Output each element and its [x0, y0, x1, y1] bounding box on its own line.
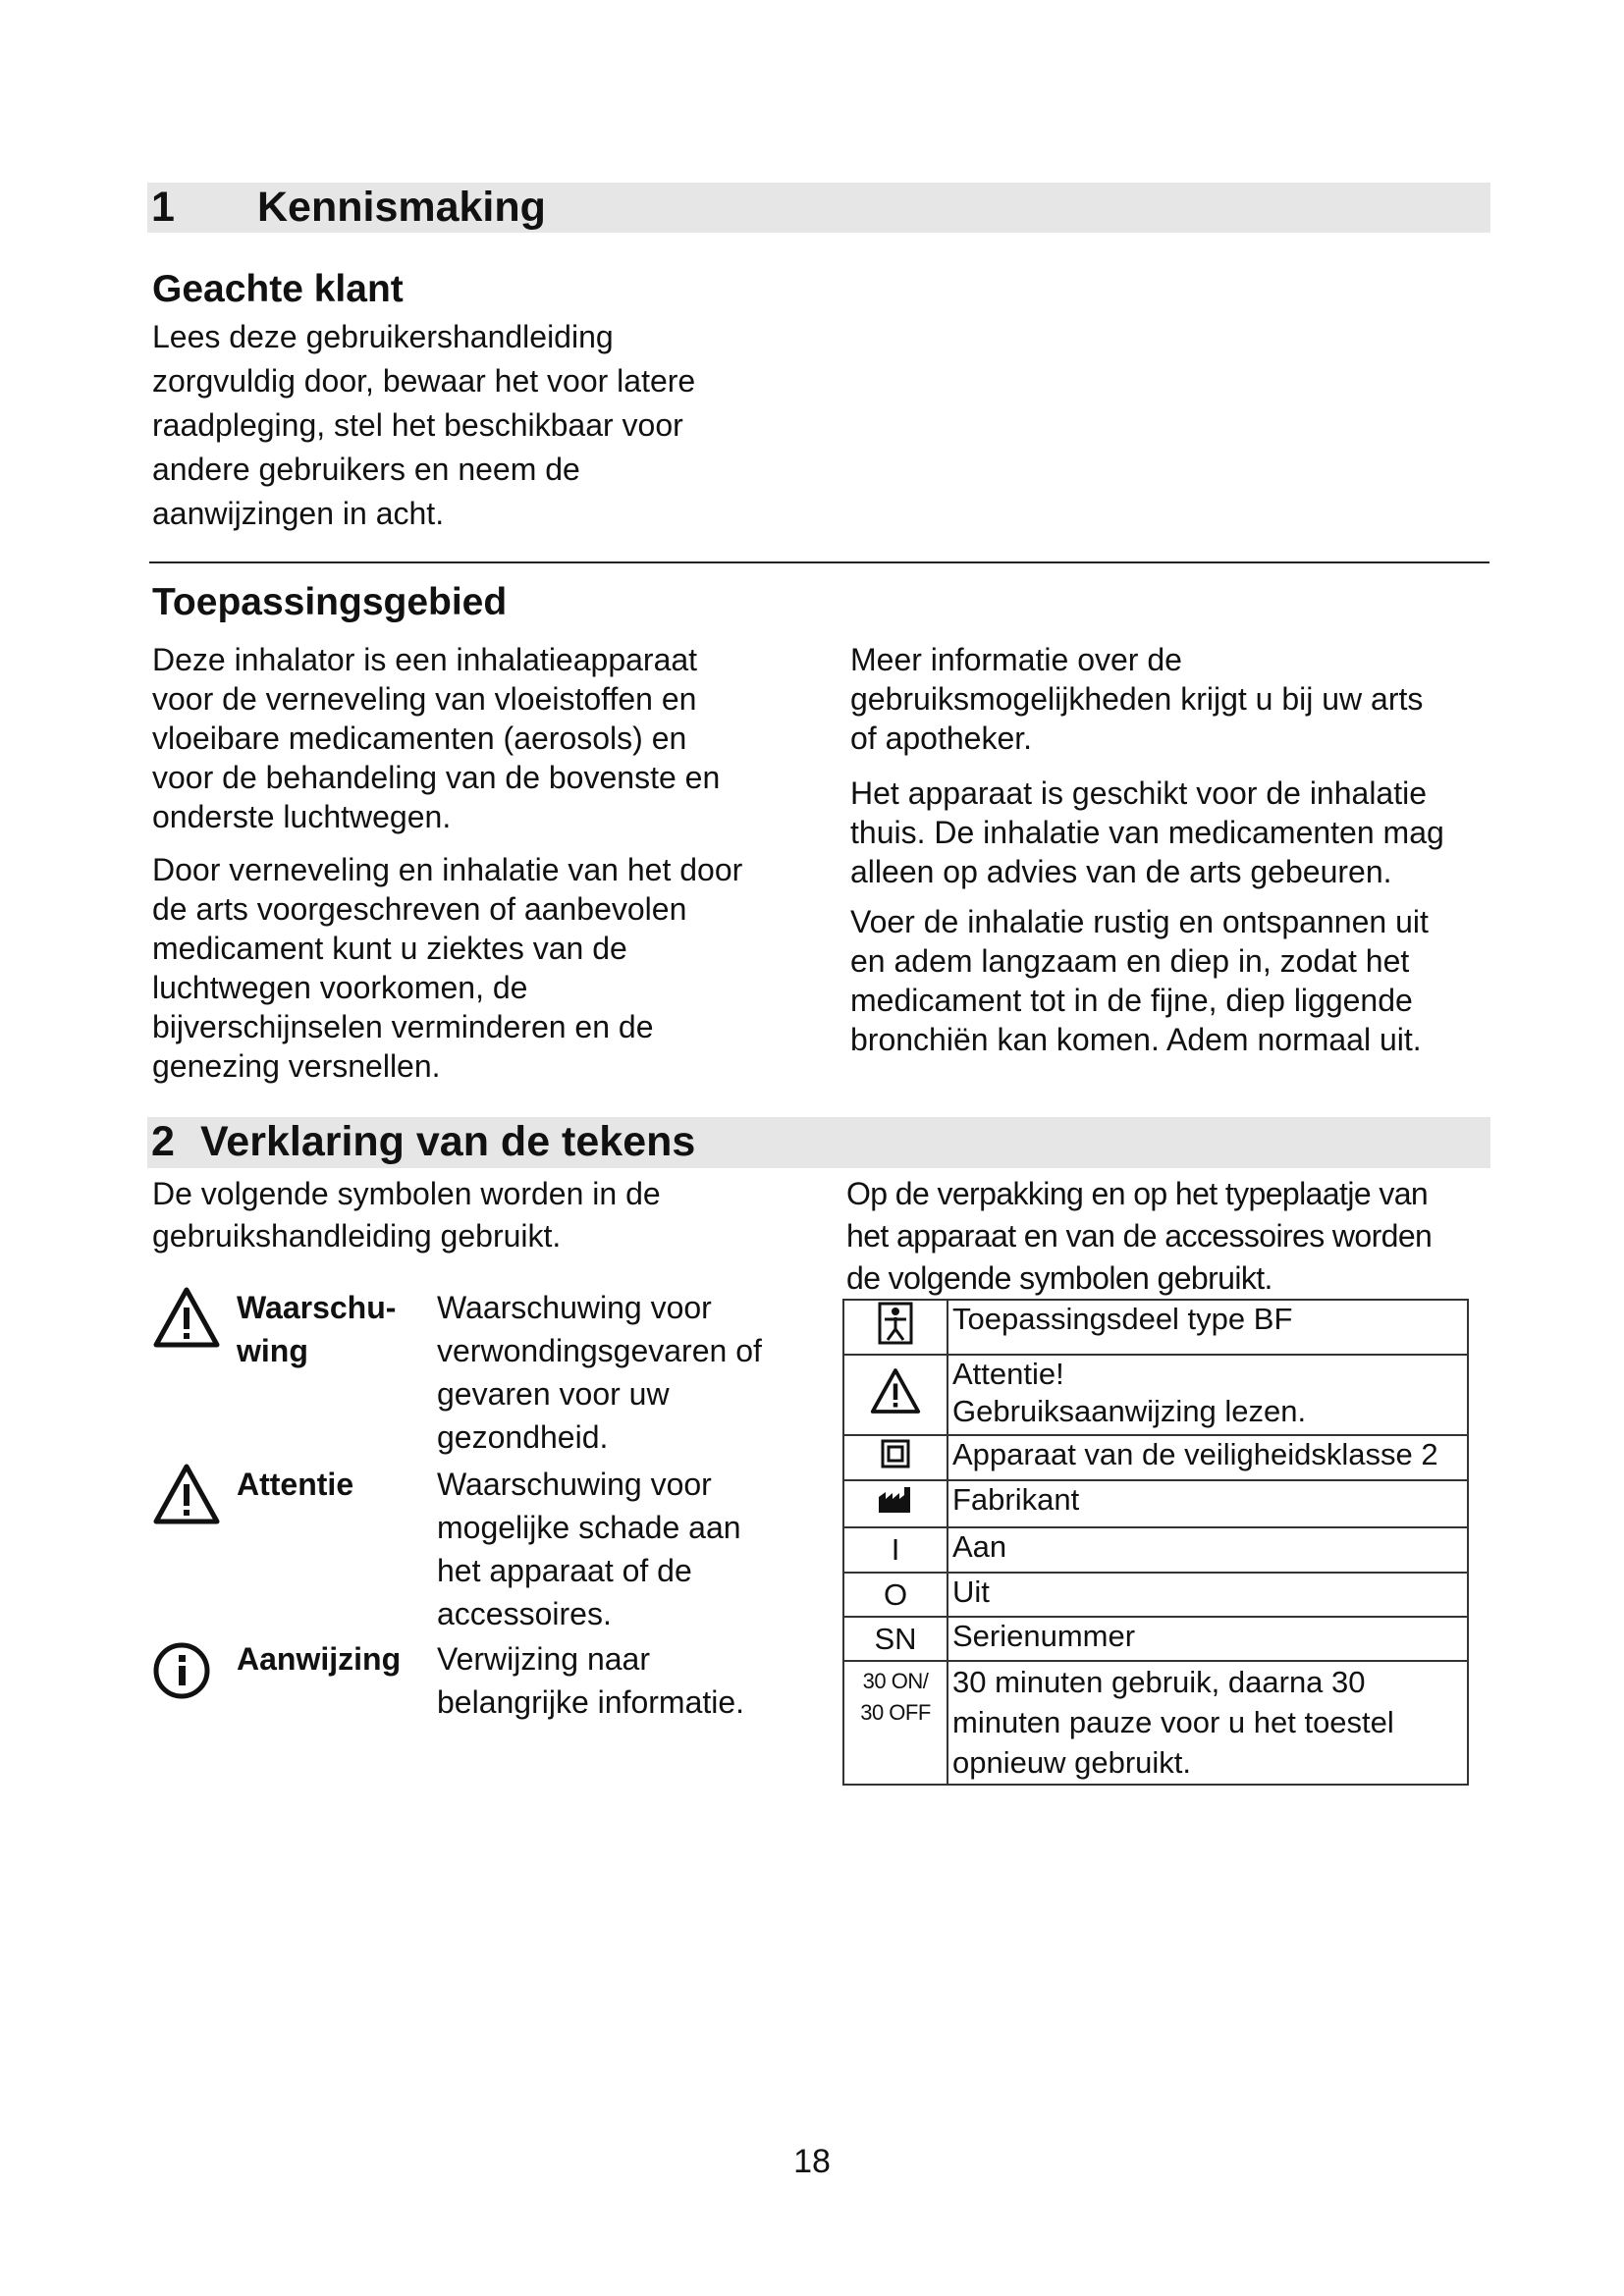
- scope-right-paragraph-1: Meer informatie over de gebruiksmogelijkheden krijgt u bij uw arts of apotheker.: [850, 642, 1424, 756]
- scope-left-paragraph-2: Door verneveling en inhalatie van het door de arts voorgeschreven of aanbevolen medicament kunt u ziektes van de luchtwegen voorkomen, de bijverschijnselen verminderen en de genezing versnellen.: [152, 852, 743, 1084]
- section1-title: Kennismaking: [257, 184, 546, 231]
- symbol-cell: [843, 1355, 947, 1435]
- symbol-cell: O: [843, 1573, 947, 1617]
- scope-left-paragraph-1: Deze inhalator is een inhalatieapparaat voor de verneveling van vloeistoffen en vloeibare medicamenten (aerosols) en voor de behandeling van de bovenste en onderste luchtwegen.: [152, 642, 721, 834]
- symbol-table: [842, 1299, 1469, 1786]
- symbol-cell: SN: [843, 1617, 947, 1661]
- warning-triangle-icon: [152, 1286, 221, 1355]
- table-row: [843, 1355, 1468, 1435]
- warning-triangle-icon: [152, 1463, 221, 1531]
- symbol-text: Fabrikant: [947, 1480, 1468, 1527]
- section2-number: 2: [151, 1118, 175, 1165]
- page-number: 18: [793, 2143, 831, 2180]
- symbol-text: Toepassingsdeel type BF: [947, 1300, 1468, 1355]
- type-bf-icon: [878, 1317, 913, 1352]
- symbol-cell: [843, 1300, 947, 1355]
- section-divider: [149, 561, 1489, 563]
- section2-intro-right: Op de verpakking en op het typeplaatje van het apparaat en van de accessoires worden de volgende symbolen gebruikt.: [846, 1176, 1433, 1296]
- symbol-text: 30 minuten gebruik, daarna 30 minuten pauze voor u het toestel opnieuw gebruikt.: [947, 1661, 1468, 1785]
- table-row: [843, 1527, 1468, 1573]
- scope-right-paragraph-2: Het apparaat is geschikt voor de inhalatie thuis. De inhalatie van medicamenten mag alleen op advies van de arts gebeuren.: [850, 775, 1444, 889]
- symbol-text: Attentie! Gebruiksaanwijzing lezen.: [947, 1355, 1468, 1435]
- symbol-text: Serienummer: [947, 1617, 1468, 1661]
- section2-intro-left: De volgende symbolen worden in de gebruikshandleiding gebruikt.: [152, 1176, 661, 1254]
- legend-desc-note: Verwijzing naar belangrijke informatie.: [437, 1641, 745, 1720]
- symbol-cell: [843, 1480, 947, 1527]
- legend-term-attention: Attentie: [237, 1467, 354, 1502]
- legend-desc-attention: Waarschuwing voor mogelijke schade aan het apparaat of de accessoires.: [437, 1467, 741, 1631]
- table-row: [843, 1300, 1468, 1355]
- legend-item-note: [152, 1637, 781, 1726]
- warning-triangle-icon: [868, 1387, 923, 1421]
- legend-term-warning: Waarschu- wing: [237, 1290, 397, 1368]
- manufacturer-icon: [877, 1487, 914, 1522]
- symbol-cell: [843, 1435, 947, 1480]
- table-row: [843, 1617, 1468, 1661]
- table-row: [843, 1661, 1468, 1785]
- symbol-cell: 30 ON/ 30 OFF: [843, 1661, 947, 1785]
- table-row: [843, 1573, 1468, 1617]
- greeting-heading: Geachte klant: [152, 268, 404, 310]
- scope-heading: Toepassingsgebied: [152, 581, 508, 623]
- greeting-text: Lees deze gebruikershandleiding zorgvuldig door, bewaar het voor latere raadpleging, stel het beschikbaar voor andere gebruikers en neem de aanwijzingen in acht.: [152, 319, 696, 531]
- symbol-text: Aan: [947, 1527, 1468, 1573]
- symbol-text: Apparaat van de veiligheidsklasse 2: [947, 1435, 1468, 1480]
- legend-item-attention: [152, 1463, 781, 1635]
- legend-item-warning: [152, 1286, 781, 1463]
- section1-number: 1: [151, 184, 175, 231]
- symbol-text: Uit: [947, 1573, 1468, 1617]
- symbol-cell: I: [843, 1527, 947, 1573]
- legend-term-note: Aanwijzing: [237, 1641, 402, 1677]
- info-circle-icon: [152, 1637, 221, 1706]
- scope-right-paragraph-3: Voer de inhalatie rustig en ontspannen uit en adem langzaam en diep in, zodat het medicament tot in de fijne, diep liggende bronchiën kan komen. Adem normaal uit.: [850, 904, 1429, 1057]
- table-row: [843, 1480, 1468, 1527]
- class2-icon: [881, 1441, 910, 1475]
- legend-desc-warning: Waarschuwing voor verwondingsgevaren of gevaren voor uw gezondheid.: [437, 1290, 762, 1455]
- section2-title: Verklaring van de tekens: [200, 1118, 696, 1165]
- table-row: [843, 1435, 1468, 1480]
